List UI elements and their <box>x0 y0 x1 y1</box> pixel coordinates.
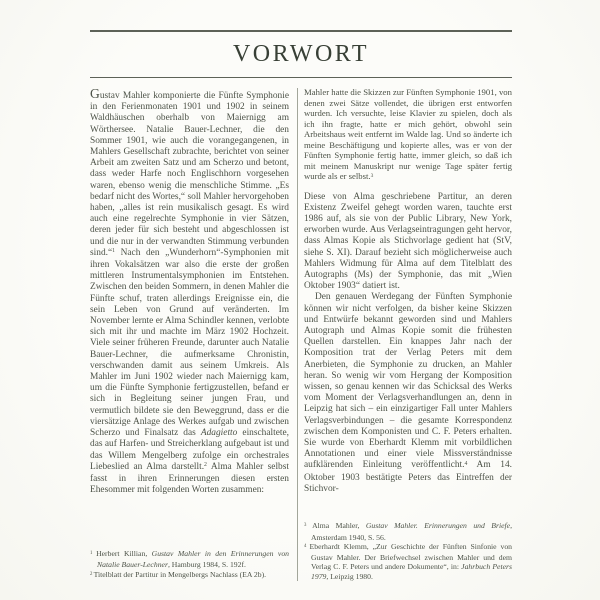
text-run: Am 14. Oktober 1903 bestätigte Peters das Eintreffen der Stichvor- <box>304 460 512 494</box>
footnote-reference: 4 <box>464 460 468 467</box>
text-run: Adagietto <box>200 428 238 439</box>
text-run: Titelblatt der Partitur in Mengelbergs Nachlass (EA 2b). <box>93 569 267 579</box>
text-run: Den genauen Werdegang der Fünften Symphonie können wir nicht verfolgen, da bisher keine Skizzen und Entwürfe bekannt geworden sind und Mahlers Autograph und Almas Kopie somit die frühesten Quellen darstellen. Ein knappes Jahr nach der Komposition trat der Verlag Peters mit dem Anerbieten, die Symphonie zu drucken, an Mahler heran. So wenig wir vom Hergang der Komposition wissen, so genau kennen wir das Schicksal des Werks vom Moment der Verlagsverhandlungen an, denn in Leipzig hat sich – ein einzigartiger Fall unter Mahlers Verlagsverbindungen – die gesamte Korrespondenz zwischen dem Komponisten und C. F. Peters erhalten. Sie wurde von Eberhardt Klemm mit vorbildlichen Annotationen und einer viele Missverständnisse aufklärenden Einleitung veröffentlicht. <box>304 292 512 471</box>
paragraph <box>90 87 289 496</box>
paragraph <box>304 192 512 293</box>
column-divider-rule <box>297 88 298 581</box>
footnote-marker: 1 <box>90 551 97 557</box>
footnote-marker: 2 <box>90 571 94 577</box>
text-run: Gustav Mahler in den Erinnerungen von Natalie Bauer-Lechner <box>97 549 289 570</box>
text-run: , Amsterdam 1940, S. 56. <box>311 521 512 542</box>
right-column <box>304 87 512 583</box>
right-column-footnotes <box>304 521 512 583</box>
text-run: Mahler hatte die Skizzen zur Fünften Symphonie 1901, von denen zwei Sätze vollendet, die übrigen erst entworfen wurden. Ich versuchte, leise Klavier zu spielen, doch als ich ihn fragte, hatte er mich gehört, obwohl sein Arbeitshaus weit entfernt im Walde lag. Und so änderte ich meine Beschäftigung und kopierte alles, was er von der Fünften Symphonie fertig hatte, immer gleich, so daß ich mit meinem Manuskript nur wenige Tage später fertig wurde als er selbst. <box>304 87 512 181</box>
text-run: , Hamburg 1984, S. 192f. <box>167 560 246 570</box>
text-run: Eberhardt Klemm, „Zur Geschichte der Fünften Sinfonie von Gustav Mahler. Der Briefwechsel zwischen Mahler und dem Verlag C. F. Peters und andere Dokumente“, in: <box>309 541 512 572</box>
footnote-marker: 3 <box>304 523 313 529</box>
page-header <box>90 30 512 78</box>
text-run: ustav Mahler komponierte die Fünfte Symphonie in den Ferienmonaten 1901 und 1902 in seinem Waldhäuschen oberhalb von Maiernigg am Wörthersee. Natalie Bauer-Lechner, die den Sommer 1901, wie auch die vorangegangenen, in Mahlers Gesellschaft zubrachte, berichtet von seiner Arbeit am zweiten Satz und am Scherzo und betont, dass weder Harfe noch Englischhorn vorgesehen waren, ebenso wenig die menschliche Stimme. „Es bedarf nicht des Wortes,“ soll Mahler hervorgehoben haben, „alles ist rein musikalisch gesagt. Es wird auch eine regelrechte Symphonie in vier Sätzen, deren jeder für sich besteht und abgeschlossen ist und die nur in der verwandten Stimmung verbunden sind.“ <box>90 91 289 258</box>
text-run: Nach den „Wunderhorn“-Symphonien mit ihren Vokalsätzen war also die erste der großen mittleren Instrumentalsymphonien im Entstehen. Zwischen den beiden Sommern, in denen Mahler die Fünfte schuf, traten allerdings Ereignisse ein, die sein Leben von Grund auf veränderten. Im November lernte er Alma Schindler kennen, verlobte sich mit ihr und machte im März 1902 Hochzeit. Viele seiner früheren Freunde, darunter auch Natalie Bauer-Lechner, die aufmerksame Chronistin, verschwanden damit aus seinem Umkreis. Als Mahler im Juni 1902 wieder nach Maiernigg kam, um die Fünfte Symphonie fertigzustellen, befand er sich in Begleitung seiner jungen Frau, und vermutlich bildete sie den Beweggrund, dass er die viersätzige Anlage des Werkes aufgab und zwischen Scherzo und Finalsatz das <box>90 247 289 439</box>
text-run: , Leipzig 1980. <box>326 571 373 581</box>
footnote-marker: 4 <box>304 543 310 549</box>
header-rule-bottom <box>90 77 512 79</box>
text-run: Alma Mahler, <box>312 521 366 531</box>
footnote-reference: 2 <box>204 462 207 469</box>
right-column-text <box>304 87 512 495</box>
left-column-footnotes <box>90 549 289 583</box>
text-run: Herbert Killian, <box>96 549 152 559</box>
text-run: Jahrbuch Peters 1979 <box>311 562 512 581</box>
left-column <box>90 87 289 583</box>
footnote <box>304 521 512 542</box>
text-run: Alma Mahler selbst fasst in ihren Erinnerungen diesen ersten Ehesommer mit folgenden Worten zusammen: <box>90 461 289 496</box>
initial-capital: G <box>90 87 100 101</box>
footnote <box>90 549 289 570</box>
paragraph <box>304 292 512 495</box>
footnote-reference: 3 <box>370 172 374 179</box>
footnote <box>90 570 289 581</box>
footnote <box>304 542 512 581</box>
text-run: Gustav Mahler. Erinnerungen und Briefe <box>365 521 511 531</box>
footnote-reference: 1 <box>112 248 116 255</box>
text-run: Diese von Alma geschriebene Partitur, an deren Existenz Zweifel gehegt worden waren, tauchte erst 1986 auf, als sie von der Public Library, New York, erworben wurde. Aus Verlagseintragungen geht hervor, dass Almas Kopie als Stichvorlage gedient hat (StV, siehe S. XI). Darauf bezieht sich möglicherweise auch Mahlers Widmung für Alma auf dem Titelblatt des Autographs (Ms) der Symphonie, das mit „Wien Oktober 1903“ datiert ist. <box>304 191 512 292</box>
text-columns <box>90 87 512 583</box>
left-column-text <box>90 87 289 496</box>
paragraph <box>304 87 512 184</box>
text-run: einschaltete, das auf Harfen- und Streicherklang aufgebaut ist und das Willem Mengelberg zufolge ein orchestrales Liebeslied an Alma darstellt. <box>90 428 289 472</box>
page-title: VORWORT <box>232 40 370 67</box>
